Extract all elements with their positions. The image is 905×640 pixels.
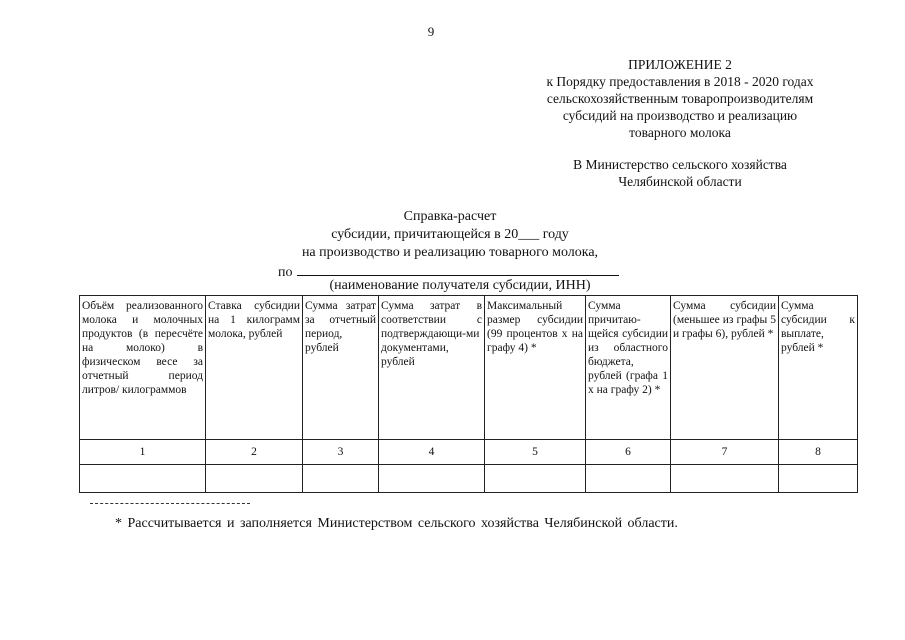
table-cell [671, 465, 779, 493]
table-cell [586, 465, 671, 493]
column-header: Сумма субсидии к выплате, рублей * [779, 296, 858, 440]
column-number: 1 [80, 440, 206, 465]
table-cell [379, 465, 485, 493]
footnote: * Рассчитывается и заполняется Министерством сельского хозяйства Челябинской области. [115, 516, 678, 531]
column-number: 8 [779, 440, 858, 465]
calculation-table [79, 295, 858, 493]
column-number: 2 [206, 440, 303, 465]
table-cell [303, 465, 379, 493]
title-line: Справка-расчет [403, 209, 497, 224]
addressee-line: В Министерство сельского хозяйства [573, 157, 787, 172]
table-row [80, 465, 858, 493]
column-header: Сумма субсидии (меньшее из графы 5 и графы 6), рублей * [671, 296, 779, 440]
column-number: 7 [671, 440, 779, 465]
column-number: 3 [303, 440, 379, 465]
table-cell [779, 465, 858, 493]
appendix-line: к Порядку предоставления в 2018 - 2020 годах [546, 74, 814, 89]
column-number: 5 [485, 440, 586, 465]
column-header: Сумма затрат в соответствии с подтверждающи-ми документами, рублей [379, 296, 485, 440]
column-header: Объём реализованного молока и молочных продуктов (в пересчёте на молоко) в физическом весе за отчетный период литров/ килограммов [80, 296, 206, 440]
column-number: 6 [586, 440, 671, 465]
column-number: 4 [379, 440, 485, 465]
appendix-line: субсидий на производство и реализацию [562, 108, 798, 123]
recipient-caption: (наименование получателя субсидии, ИНН) [329, 278, 591, 293]
column-header: Сумма затрат за отчетный период, рублей [303, 296, 379, 440]
column-header: Сумма причитаю-щейся субсидии из областного бюджета, рублей (графа 1 х на графу 2) * [586, 296, 671, 440]
title-line: на производство и реализацию товарного молока, [301, 245, 599, 260]
addressee-line: Челябинской области [618, 174, 742, 189]
footnote-divider [90, 503, 250, 504]
column-number-row [80, 440, 858, 465]
appendix-line: товарного молока [629, 125, 731, 140]
table-cell [206, 465, 303, 493]
addressee [500, 156, 860, 190]
appendix-title: ПРИЛОЖЕНИЕ 2 [628, 57, 732, 72]
recipient-prefix: по [278, 265, 293, 280]
appendix-line: сельскохозяйственным товаропроизводителям [546, 91, 814, 106]
table-cell [80, 465, 206, 493]
column-header: Максимальный размер субсидии (99 процентов х на графу 4) * [485, 296, 586, 440]
recipient-blank [297, 262, 619, 276]
page-number: 9 [427, 24, 435, 39]
document-title [200, 208, 700, 262]
column-header: Ставка субсидии на 1 килограмм молока, рублей [206, 296, 303, 440]
title-line: субсидии, причитающейся в 20___ году [331, 227, 569, 242]
table-header-row [80, 296, 858, 440]
table-cell [485, 465, 586, 493]
appendix-header [500, 56, 860, 141]
